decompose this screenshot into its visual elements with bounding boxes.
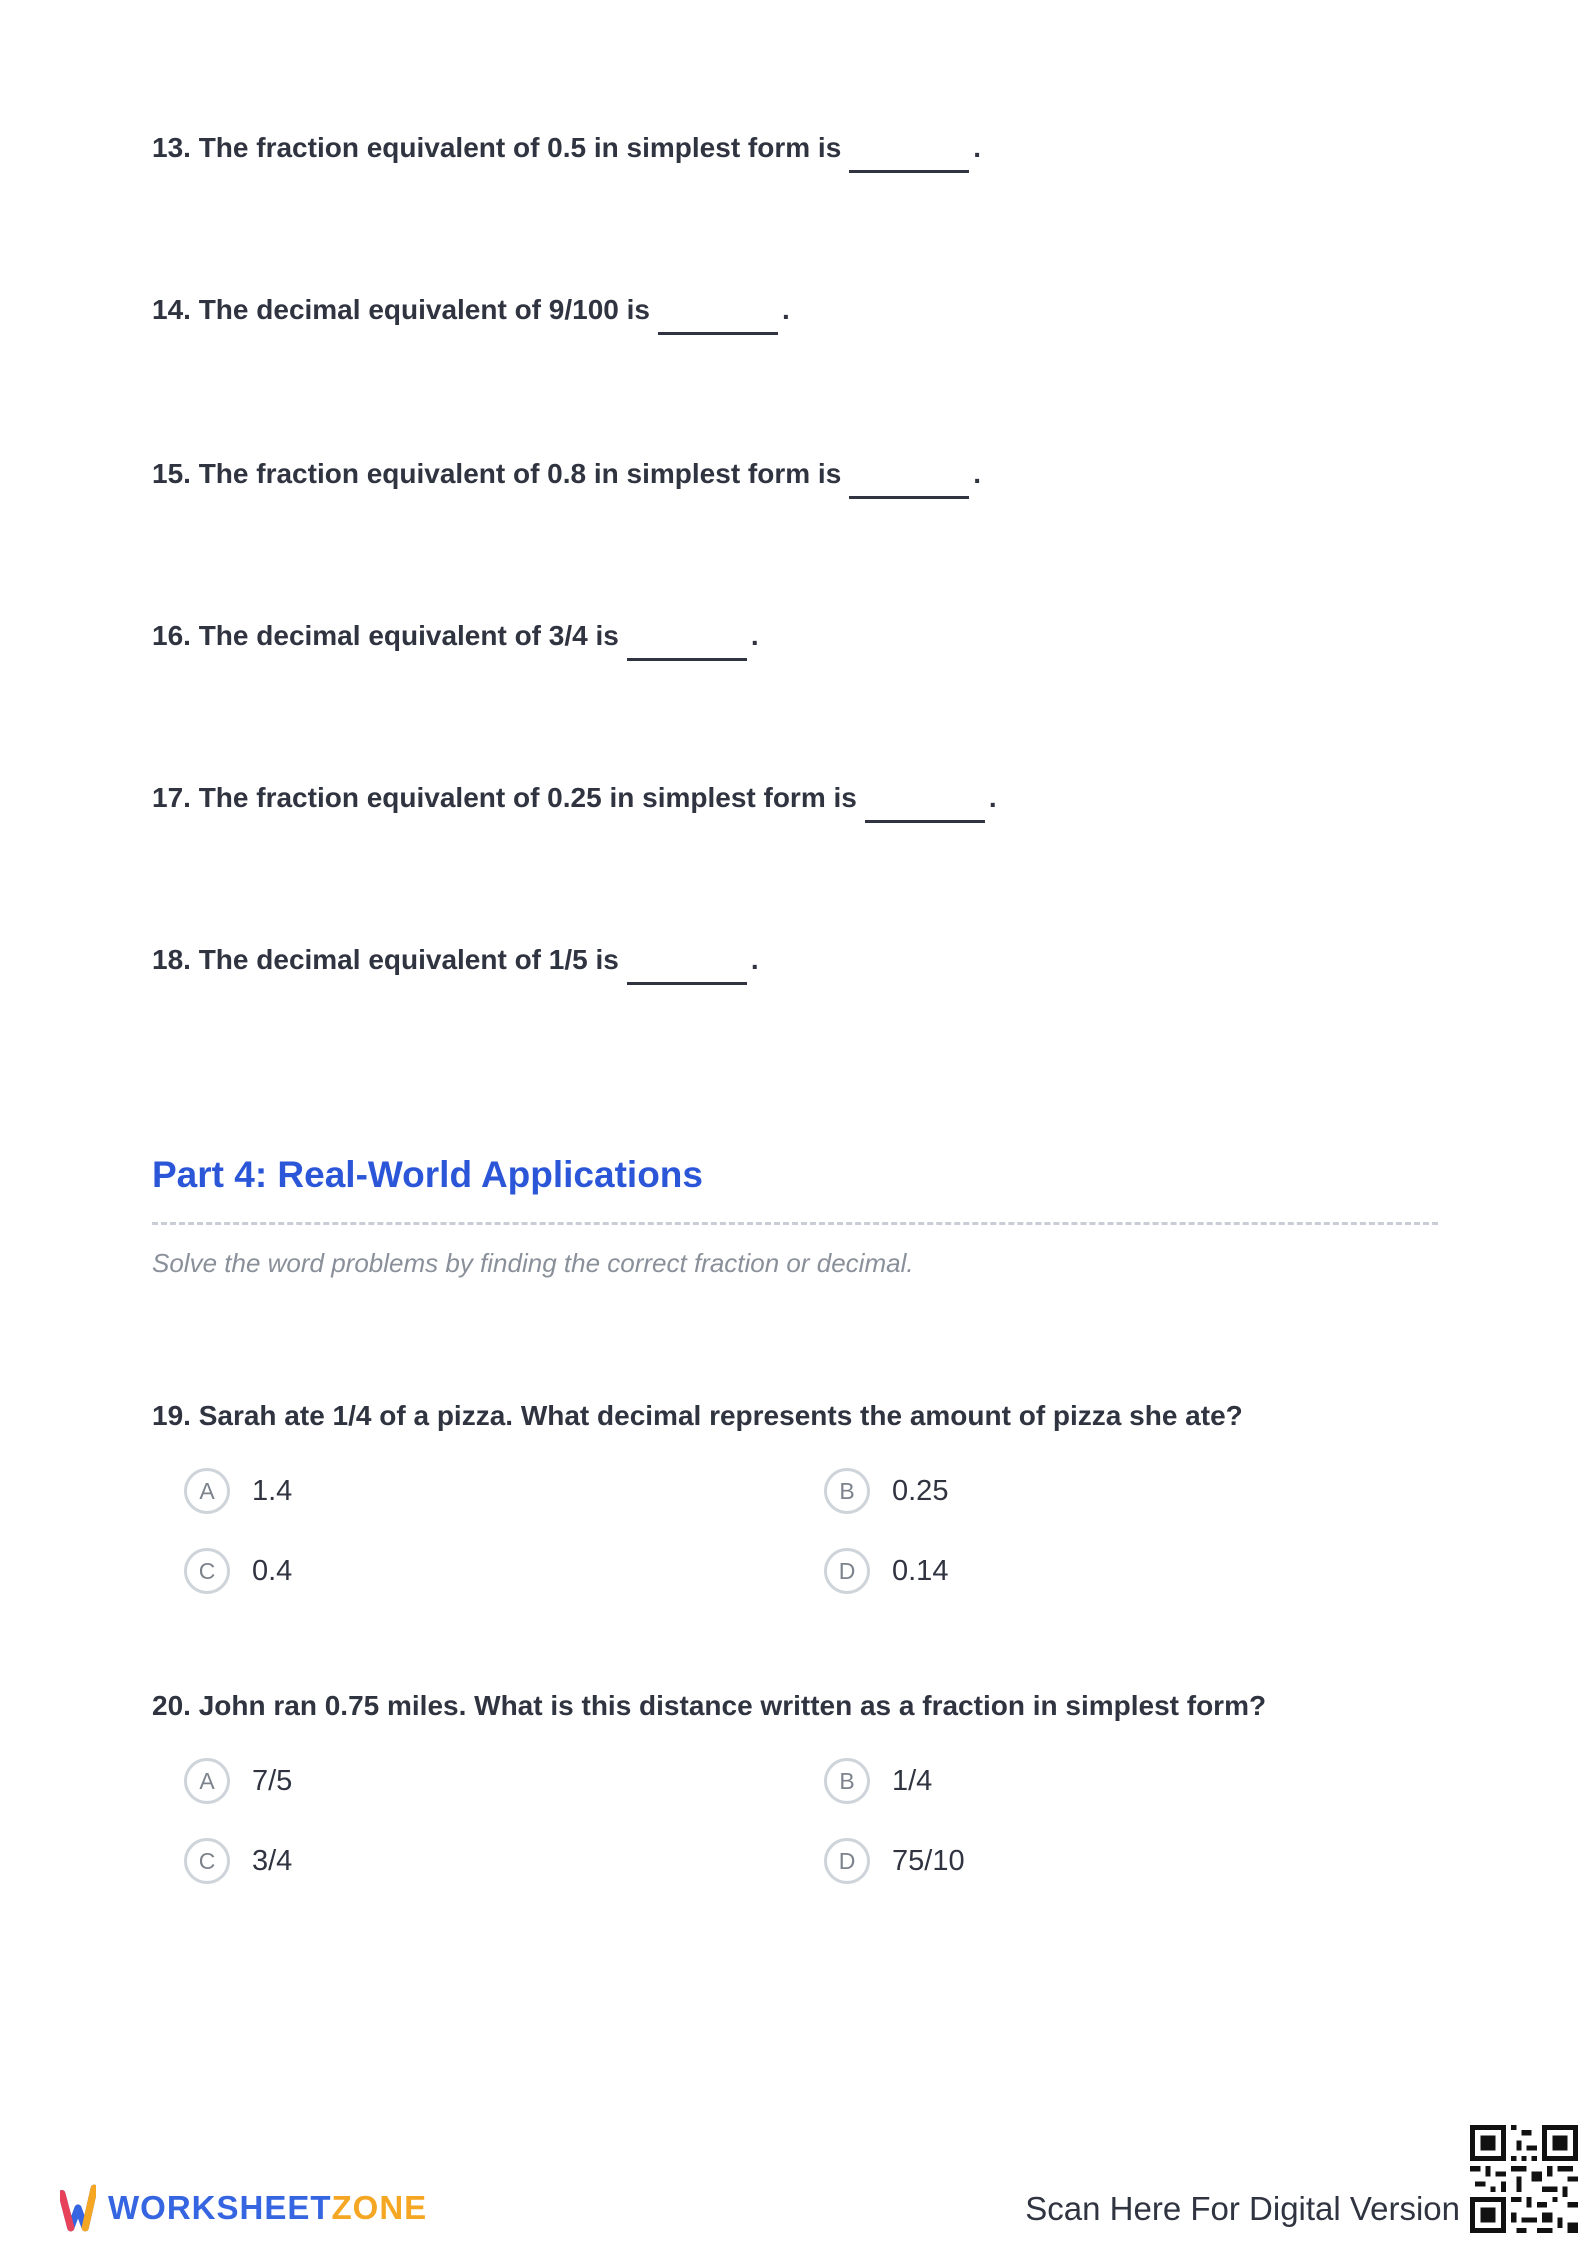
brand-name: WORKSHEETZONE xyxy=(108,2189,428,2226)
question-13 xyxy=(152,128,981,164)
question-16 xyxy=(152,616,759,652)
option-20-d[interactable] xyxy=(824,1838,965,1884)
option-19-a[interactable] xyxy=(184,1468,292,1514)
question-end: . xyxy=(750,944,759,975)
option-value: 3/4 xyxy=(252,1844,293,1877)
section-title: Part 4: Real-World Applications xyxy=(152,1154,703,1195)
question-text: 13. The fraction equivalent of 0.5 in simplest form is xyxy=(152,132,842,163)
option-value: 1.4 xyxy=(252,1474,293,1507)
section-divider xyxy=(152,1222,1438,1225)
section-instruction: Solve the word problems by finding the correct fraction or decimal. xyxy=(152,1248,914,1278)
answer-blank[interactable] xyxy=(849,144,969,173)
option-letter-circle[interactable]: B xyxy=(824,1468,870,1514)
option-19-b[interactable] xyxy=(824,1468,948,1514)
option-letter-circle[interactable]: D xyxy=(824,1838,870,1884)
option-value: 1/4 xyxy=(892,1764,933,1797)
question-17 xyxy=(152,778,997,814)
option-letter-circle[interactable]: A xyxy=(184,1758,230,1804)
answer-blank[interactable] xyxy=(865,794,985,823)
option-letter-circle[interactable]: B xyxy=(824,1758,870,1804)
option-value: 7/5 xyxy=(252,1764,293,1797)
option-value: 75/10 xyxy=(892,1844,965,1877)
answer-blank[interactable] xyxy=(627,956,747,985)
question-20: 20. John ran 0.75 miles. What is this distance written as a fraction in simplest form? xyxy=(152,1690,1267,1721)
question-end: . xyxy=(973,132,982,163)
answer-blank[interactable] xyxy=(849,470,969,499)
question-text: 16. The decimal equivalent of 3/4 is xyxy=(152,620,619,651)
qr-code-icon[interactable] xyxy=(1470,2124,1578,2234)
question-18 xyxy=(152,940,759,976)
question-text: 15. The fraction equivalent of 0.8 in simplest form is xyxy=(152,458,842,489)
option-20-a[interactable] xyxy=(184,1758,292,1804)
option-20-b[interactable] xyxy=(824,1758,932,1804)
option-value: 0.4 xyxy=(252,1554,293,1587)
answer-blank[interactable] xyxy=(658,306,778,335)
question-15 xyxy=(152,454,981,490)
question-end: . xyxy=(973,458,982,489)
question-14 xyxy=(152,290,790,326)
option-value: 0.25 xyxy=(892,1474,949,1507)
option-19-c[interactable] xyxy=(184,1548,292,1594)
w-logo-icon xyxy=(60,2180,96,2236)
worksheetzone-logo[interactable] xyxy=(60,2180,427,2236)
question-end: . xyxy=(988,782,997,813)
option-value: 0.14 xyxy=(892,1554,949,1587)
scan-label: Scan Here For Digital Version xyxy=(1025,2190,1460,2227)
question-text: 14. The decimal equivalent of 9/100 is xyxy=(152,294,650,325)
answer-blank[interactable] xyxy=(627,632,747,661)
option-letter-circle[interactable]: C xyxy=(184,1548,230,1594)
question-19: 19. Sarah ate 1/4 of a pizza. What decimal represents the amount of pizza she ate? xyxy=(152,1400,1243,1431)
option-19-d[interactable] xyxy=(824,1548,948,1594)
option-letter-circle[interactable]: C xyxy=(184,1838,230,1884)
question-end: . xyxy=(781,294,790,325)
option-letter-circle[interactable]: D xyxy=(824,1548,870,1594)
question-text: 17. The fraction equivalent of 0.25 in simplest form is xyxy=(152,782,857,813)
question-text: 18. The decimal equivalent of 1/5 is xyxy=(152,944,619,975)
option-letter-circle[interactable]: A xyxy=(184,1468,230,1514)
option-20-c[interactable] xyxy=(184,1838,292,1884)
question-end: . xyxy=(750,620,759,651)
